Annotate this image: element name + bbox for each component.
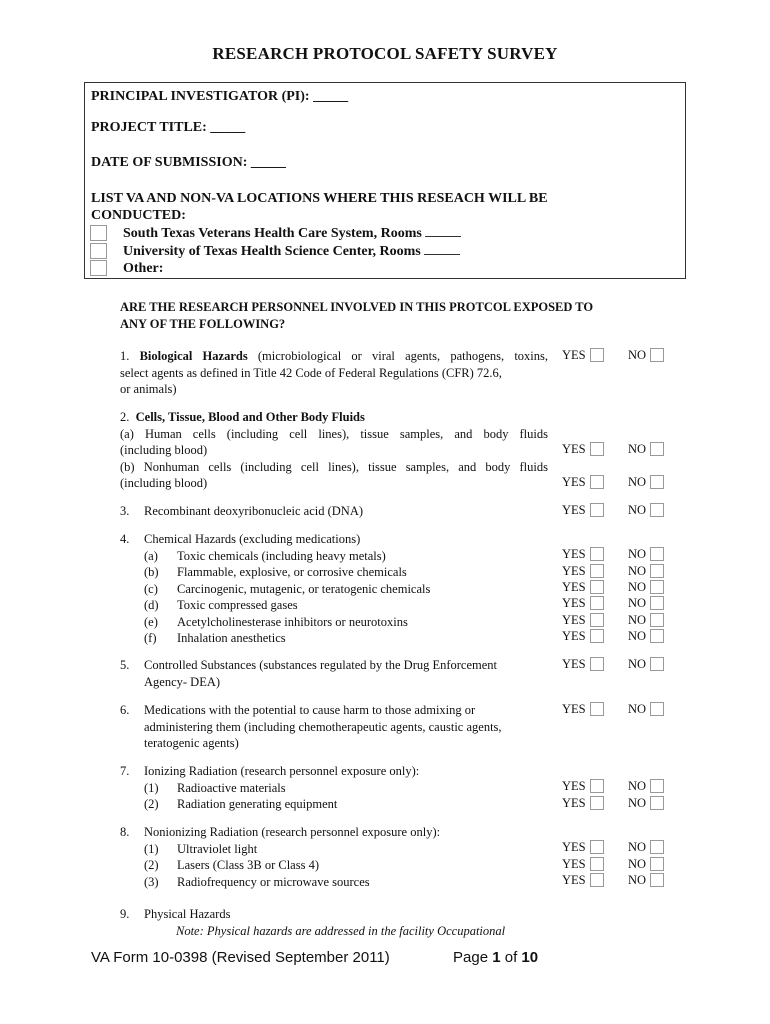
yes-label: YES xyxy=(562,442,586,456)
yes-label: YES xyxy=(562,702,586,716)
no-checkbox[interactable] xyxy=(650,657,664,671)
page-total: 10 xyxy=(521,949,539,966)
yes-label: YES xyxy=(562,840,586,854)
question-text: Agency- DEA) xyxy=(144,674,221,689)
item-text: Toxic chemicals (including heavy metals) xyxy=(177,548,386,563)
no-label: NO xyxy=(628,547,647,561)
item-text: Carcinogenic, mutagenic, or teratogenic chemicals xyxy=(177,581,431,596)
item-letter: (2) xyxy=(144,858,159,872)
question-text: (including blood) xyxy=(120,443,208,457)
question-text: (b) Nonhuman cells (including cell lines), tissue samples, and body fluids xyxy=(120,459,548,474)
answer-no-4b xyxy=(628,564,664,579)
location-item-other xyxy=(90,261,163,277)
question-text: (microbiological or viral agents, pathogens, toxins, xyxy=(257,349,549,363)
no-label: NO xyxy=(628,657,647,671)
no-label: NO xyxy=(628,503,647,517)
yes-label: YES xyxy=(562,547,586,561)
yes-checkbox[interactable] xyxy=(590,702,604,716)
no-label: NO xyxy=(628,564,647,578)
location-checkbox[interactable] xyxy=(90,243,107,259)
question-bold: Cells, Tissue, Blood and Other Body Fluids xyxy=(135,410,365,424)
submission-date-field xyxy=(91,155,286,171)
yes-label: YES xyxy=(562,779,586,793)
locations-label-cont: CONDUCTED: xyxy=(91,208,186,223)
yes-checkbox[interactable] xyxy=(590,580,604,594)
yes-label: YES xyxy=(562,564,586,578)
item-letter: (f) xyxy=(144,631,157,645)
question-1 xyxy=(120,348,548,398)
item-letter: (3) xyxy=(144,874,159,889)
yes-label: YES xyxy=(562,580,586,594)
locations-label: LIST VA AND NON-VA LOCATIONS WHERE THIS RESEACH WILL BE xyxy=(91,191,548,206)
item-text: Radiation generating equipment xyxy=(177,797,338,811)
answer-no-2b xyxy=(628,475,664,490)
question-text: Nonionizing Radiation (research personnel exposure only): xyxy=(144,825,441,839)
no-checkbox[interactable] xyxy=(650,475,664,489)
answer-yes-4e xyxy=(562,613,604,628)
answer-yes-4b xyxy=(562,564,604,579)
answer-no-1 xyxy=(628,348,664,363)
question-text: (including blood) xyxy=(120,476,208,490)
answer-no-4a xyxy=(628,547,664,562)
answer-yes-4a xyxy=(562,547,604,562)
question-number: 4. xyxy=(120,532,130,546)
answer-no-8-1 xyxy=(628,840,664,855)
no-label: NO xyxy=(628,442,647,456)
project-title-field xyxy=(91,120,245,136)
location-item-uthscsa xyxy=(90,243,460,260)
no-checkbox[interactable] xyxy=(650,503,664,517)
yes-checkbox[interactable] xyxy=(590,629,604,643)
question-number: 7. xyxy=(120,764,130,778)
yes-label: YES xyxy=(562,613,586,627)
answer-no-2a xyxy=(628,442,664,457)
question-number: 2. xyxy=(120,410,130,424)
of-word: of xyxy=(504,949,518,966)
answer-yes-5 xyxy=(562,657,604,672)
no-checkbox[interactable] xyxy=(650,564,664,578)
answer-no-4c xyxy=(628,580,664,595)
no-label: NO xyxy=(628,840,647,854)
item-letter: (a) xyxy=(144,548,158,563)
question-7 xyxy=(120,763,548,813)
answer-yes-2b xyxy=(562,475,604,490)
yes-label: YES xyxy=(562,503,586,517)
answer-no-5 xyxy=(628,657,664,672)
pi-input[interactable]: _____ xyxy=(313,89,349,104)
question-number: 3. xyxy=(120,504,130,518)
question-bold: Biological Hazards xyxy=(139,349,248,363)
no-label: NO xyxy=(628,348,647,362)
answer-yes-7-2 xyxy=(562,796,604,811)
yes-checkbox[interactable] xyxy=(590,596,604,610)
question-text: select agents as defined in Title 42 Code of Federal Regulations (CFR) 72.6, xyxy=(120,365,502,380)
yes-checkbox[interactable] xyxy=(590,475,604,489)
pi-info-box xyxy=(84,82,686,279)
yes-checkbox[interactable] xyxy=(590,873,604,887)
no-checkbox[interactable] xyxy=(650,596,664,610)
location-label: Other: xyxy=(123,261,164,277)
page-indicator xyxy=(453,949,538,966)
location-checkbox[interactable] xyxy=(90,260,107,276)
answer-no-7-1 xyxy=(628,779,664,794)
question-number: 8. xyxy=(120,825,130,839)
answer-yes-8-2 xyxy=(562,857,604,872)
answer-no-8-3 xyxy=(628,873,664,888)
question-6 xyxy=(120,702,548,752)
yes-checkbox[interactable] xyxy=(590,547,604,561)
yes-label: YES xyxy=(562,657,586,671)
item-text: Radiofrequency or microwave sources xyxy=(177,874,370,889)
project-title-label: PROJECT TITLE: xyxy=(91,120,207,135)
no-label: NO xyxy=(628,596,647,610)
answer-yes-8-3 xyxy=(562,873,604,888)
answer-yes-2a xyxy=(562,442,604,457)
rooms-input[interactable] xyxy=(425,225,461,237)
page-word: Page xyxy=(453,949,489,966)
question-text: teratogenic agents) xyxy=(144,736,239,750)
no-label: NO xyxy=(628,475,647,489)
submission-date-label: DATE OF SUBMISSION: xyxy=(91,155,248,170)
item-text: Toxic compressed gases xyxy=(177,598,298,612)
no-checkbox[interactable] xyxy=(650,580,664,594)
answer-yes-6 xyxy=(562,702,604,717)
rooms-input[interactable] xyxy=(424,243,460,255)
no-checkbox[interactable] xyxy=(650,873,664,887)
intro-line: ARE THE RESEARCH PERSONNEL INVOLVED IN THIS PROTCOL EXPOSED TO xyxy=(120,300,594,314)
pi-label: PRINCIPAL INVESTIGATOR (PI): xyxy=(91,89,310,104)
question-text: Controlled Substances (substances regulated by the Drug Enforcement xyxy=(144,658,498,672)
yes-checkbox[interactable] xyxy=(590,657,604,671)
question-note: Note: Physical hazards are addressed in the facility Occupational xyxy=(176,923,506,938)
answer-no-7-2 xyxy=(628,796,664,811)
no-checkbox[interactable] xyxy=(650,702,664,716)
yes-checkbox[interactable] xyxy=(590,348,604,362)
yes-checkbox[interactable] xyxy=(590,613,604,627)
no-label: NO xyxy=(628,580,647,594)
item-text: Ultraviolet light xyxy=(177,841,258,856)
answer-yes-1 xyxy=(562,348,604,363)
yes-checkbox[interactable] xyxy=(590,796,604,810)
yes-checkbox[interactable] xyxy=(590,503,604,517)
item-letter: (b) xyxy=(144,565,159,579)
form-number: VA Form 10-0398 (Revised September 2011) xyxy=(91,949,390,966)
location-label: University of Texas Health Science Center, Rooms xyxy=(123,244,421,259)
question-5 xyxy=(120,657,548,690)
yes-label: YES xyxy=(562,348,586,362)
no-checkbox[interactable] xyxy=(650,442,664,456)
yes-label: YES xyxy=(562,475,586,489)
item-text: Inhalation anesthetics xyxy=(177,631,286,645)
no-label: NO xyxy=(628,629,647,643)
answer-no-6 xyxy=(628,702,664,717)
question-text: or animals) xyxy=(120,382,177,396)
yes-label: YES xyxy=(562,857,586,871)
no-label: NO xyxy=(628,613,647,627)
yes-checkbox[interactable] xyxy=(590,840,604,854)
submission-date-input[interactable]: _____ xyxy=(250,155,286,170)
no-label: NO xyxy=(628,796,647,810)
location-item-stvhcs xyxy=(90,225,461,242)
answer-no-4e xyxy=(628,613,664,628)
question-text: (a) Human cells (including cell lines), tissue samples, and body fluids xyxy=(120,426,548,441)
no-checkbox[interactable] xyxy=(650,857,664,871)
item-letter: (d) xyxy=(144,598,159,612)
item-letter: (2) xyxy=(144,797,159,811)
answer-yes-4d xyxy=(562,596,604,611)
no-checkbox[interactable] xyxy=(650,629,664,643)
no-checkbox[interactable] xyxy=(650,796,664,810)
no-label: NO xyxy=(628,857,647,871)
yes-checkbox[interactable] xyxy=(590,442,604,456)
question-text: Chemical Hazards (excluding medications) xyxy=(144,532,361,546)
item-letter: (1) xyxy=(144,841,159,856)
no-checkbox[interactable] xyxy=(650,613,664,627)
item-letter: (1) xyxy=(144,780,159,795)
question-9 xyxy=(120,906,548,939)
question-text: administering them (including chemotherapeutic agents, caustic agents, xyxy=(144,719,502,734)
intro-line: ANY OF THE FOLLOWING? xyxy=(120,316,286,331)
question-2 xyxy=(120,409,548,492)
no-checkbox[interactable] xyxy=(650,779,664,793)
item-text: Acetylcholinesterase inhibitors or neurotoxins xyxy=(177,614,408,629)
question-text: Recombinant deoxyribonucleic acid (DNA) xyxy=(144,504,364,518)
item-text: Radioactive materials xyxy=(177,780,286,795)
answer-yes-3 xyxy=(562,503,604,518)
question-8 xyxy=(120,824,548,890)
pi-field xyxy=(91,89,348,105)
answer-no-3 xyxy=(628,503,664,518)
question-number: 9. xyxy=(120,907,130,921)
answer-no-4f xyxy=(628,629,664,644)
question-number: 1. xyxy=(120,349,130,363)
no-label: NO xyxy=(628,702,647,716)
item-letter: (e) xyxy=(144,614,158,629)
location-checkbox[interactable] xyxy=(90,225,107,241)
yes-checkbox[interactable] xyxy=(590,857,604,871)
yes-label: YES xyxy=(562,629,586,643)
answer-yes-4f xyxy=(562,629,604,644)
yes-label: YES xyxy=(562,796,586,810)
yes-checkbox[interactable] xyxy=(590,779,604,793)
question-3 xyxy=(120,503,548,520)
question-number: 5. xyxy=(120,658,130,672)
no-checkbox[interactable] xyxy=(650,547,664,561)
no-checkbox[interactable] xyxy=(650,840,664,854)
item-text: Lasers (Class 3B or Class 4) xyxy=(177,858,319,872)
item-letter: (c) xyxy=(144,581,158,596)
page-title: RESEARCH PROTOCOL SAFETY SURVEY xyxy=(212,44,558,63)
question-text: Physical Hazards xyxy=(144,907,231,921)
yes-checkbox[interactable] xyxy=(590,564,604,578)
yes-label: YES xyxy=(562,596,586,610)
question-text: Ionizing Radiation (research personnel exposure only): xyxy=(144,764,420,778)
answer-yes-7-1 xyxy=(562,779,604,794)
intro-heading xyxy=(120,299,593,332)
answer-yes-8-1 xyxy=(562,840,604,855)
no-checkbox[interactable] xyxy=(650,348,664,362)
page-number: 1 xyxy=(492,949,501,966)
question-4 xyxy=(120,531,548,647)
answer-no-4d xyxy=(628,596,664,611)
no-label: NO xyxy=(628,779,647,793)
yes-label: YES xyxy=(562,873,586,887)
no-label: NO xyxy=(628,873,647,887)
project-title-input[interactable]: _____ xyxy=(210,120,246,135)
question-number: 6. xyxy=(120,703,130,717)
location-label: South Texas Veterans Health Care System, Rooms xyxy=(123,226,422,241)
answer-no-8-2 xyxy=(628,857,664,872)
item-text: Flammable, explosive, or corrosive chemicals xyxy=(177,565,407,579)
question-text: Medications with the potential to cause harm to those admixing or xyxy=(144,703,476,717)
answer-yes-4c xyxy=(562,580,604,595)
